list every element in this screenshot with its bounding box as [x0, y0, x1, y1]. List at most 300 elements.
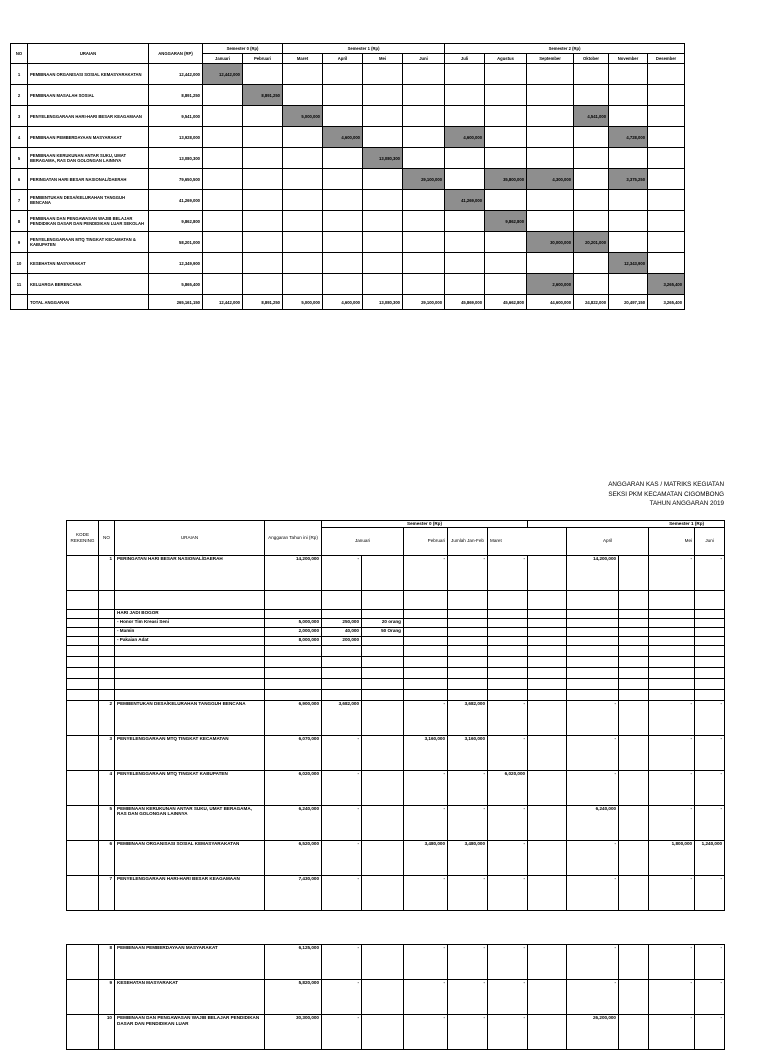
month-value: 4,600,000 — [445, 127, 485, 148]
total-month-value: 12,442,000 — [203, 295, 243, 310]
row-anggaran: 30,300,000 — [265, 1015, 322, 1050]
empty-cell — [362, 689, 404, 700]
empty-cell — [567, 627, 619, 636]
month-value — [403, 127, 445, 148]
month-value — [445, 106, 485, 127]
kode-rekening-cell — [67, 875, 99, 910]
pebruari-value: - — [404, 1015, 448, 1050]
pebruari-value: - — [404, 805, 448, 840]
row-uraian: PEMBENTUKAN DESA/KELURAHAN TANGGUH BENCANA — [115, 700, 265, 735]
januari-qty — [362, 700, 404, 735]
empty-cell — [362, 590, 404, 609]
mei-value: - — [649, 700, 695, 735]
januari-qty — [362, 636, 404, 645]
row-uraian: KESEHATAN MASYARAKAT — [28, 253, 149, 274]
empty-cell — [649, 590, 695, 609]
empty-cell — [695, 618, 725, 627]
empty-cell — [265, 656, 322, 667]
month-value — [283, 232, 323, 253]
row-uraian: KESEHATAN MASYARAKAT — [115, 980, 265, 1015]
januari-qty — [362, 1015, 404, 1050]
month-value — [203, 85, 243, 106]
empty-cell — [567, 645, 619, 656]
month-value — [648, 190, 685, 211]
pebruari-value: - — [404, 555, 448, 590]
month-value: 8,891,250 — [243, 85, 283, 106]
maret-value: - — [488, 735, 528, 770]
januari-value: - — [322, 1015, 362, 1050]
empty-cell — [448, 667, 488, 678]
empty-cell — [67, 590, 99, 609]
month-value — [609, 232, 648, 253]
januari-value: - — [322, 805, 362, 840]
row-number: 6 — [99, 840, 115, 875]
empty-cell — [115, 656, 265, 667]
empty-cell — [99, 656, 115, 667]
maret-qty — [528, 1015, 567, 1050]
april-qty — [619, 875, 649, 910]
month-value — [648, 232, 685, 253]
januari-value: - — [322, 770, 362, 805]
empty-cell — [265, 645, 322, 656]
blank-row — [67, 645, 725, 656]
month-value: 29,100,000 — [403, 169, 445, 190]
januari-qty: 50 Orang — [362, 627, 404, 636]
row-anggaran: 6,125,000 — [265, 945, 322, 980]
month-value — [243, 211, 283, 232]
month-value — [323, 253, 363, 274]
document-heading — [580, 480, 724, 509]
row-anggaran: 9,862,800 — [149, 211, 203, 232]
empty-cell — [488, 656, 528, 667]
empty-cell — [448, 609, 488, 618]
month-value — [648, 148, 685, 169]
april-value: - — [567, 980, 619, 1015]
row-anggaran: 5,865,400 — [149, 274, 203, 295]
empty-cell — [67, 667, 99, 678]
maret-value: - — [488, 805, 528, 840]
table-row — [67, 875, 725, 910]
sub-item-anggaran — [265, 609, 322, 618]
kode-rekening-cell — [67, 735, 99, 770]
empty-cell — [649, 678, 695, 689]
table-row — [67, 700, 725, 735]
empty-cell — [99, 678, 115, 689]
month-value — [323, 190, 363, 211]
pebruari-value: - — [404, 945, 448, 980]
month-value — [363, 253, 403, 274]
sub-item-row — [67, 636, 725, 645]
row-number: 7 — [99, 875, 115, 910]
april-value: - — [567, 700, 619, 735]
header-uraian: URAIAN — [115, 521, 265, 556]
header-month: Pebruari — [243, 54, 283, 64]
month-value — [648, 127, 685, 148]
mei-value: - — [649, 980, 695, 1015]
month-value — [323, 106, 363, 127]
total-month-value: 24,822,000 — [574, 295, 609, 310]
maret-value: - — [488, 980, 528, 1015]
kode-rekening-cell — [67, 980, 99, 1015]
total-month-value: 4,600,000 — [323, 295, 363, 310]
empty-cell — [404, 678, 448, 689]
month-value — [403, 106, 445, 127]
empty-cell — [115, 590, 265, 609]
header-semester-1: Semester 1 (Rp) — [528, 521, 725, 528]
januari-value: 3,682,000 — [322, 700, 362, 735]
januari-value: - — [322, 980, 362, 1015]
row-number — [99, 609, 115, 618]
empty-cell — [448, 645, 488, 656]
header-month: Desember — [648, 54, 685, 64]
januari-value — [322, 609, 362, 618]
header-maret: Maret — [488, 527, 567, 555]
month-value — [609, 211, 648, 232]
header-semester-0: Semester 0 (Rp) — [322, 521, 528, 528]
mei-value: - — [649, 945, 695, 980]
april-qty — [619, 945, 649, 980]
januari-qty — [362, 980, 404, 1015]
maret-value: - — [488, 700, 528, 735]
empty-cell — [528, 627, 567, 636]
month-value — [609, 64, 648, 85]
month-value — [574, 190, 609, 211]
empty-cell — [528, 645, 567, 656]
kode-rekening-cell — [67, 770, 99, 805]
empty-cell — [695, 678, 725, 689]
table-row — [11, 127, 685, 148]
row-anggaran: 13,080,300 — [149, 148, 203, 169]
empty-cell — [695, 609, 725, 618]
empty-cell — [99, 590, 115, 609]
januari-value: - — [322, 840, 362, 875]
month-value — [609, 106, 648, 127]
row-number: 3 — [11, 106, 28, 127]
empty-cell — [404, 636, 448, 645]
empty-cell — [649, 609, 695, 618]
april-qty — [619, 735, 649, 770]
row-uraian: PENYELENGGARAAN MTQ TINGKAT KECAMATAN — [115, 735, 265, 770]
juni-value: - — [695, 555, 725, 590]
month-value: 4,728,000 — [609, 127, 648, 148]
mei-value: - — [649, 555, 695, 590]
empty-cell — [619, 678, 649, 689]
empty-cell — [528, 656, 567, 667]
total-month-value: 20,497,150 — [609, 295, 648, 310]
month-value — [445, 253, 485, 274]
empty-cell — [528, 689, 567, 700]
maret-qty — [528, 735, 567, 770]
kode-rekening-cell — [67, 618, 99, 627]
empty-cell — [115, 678, 265, 689]
row-anggaran: 9,541,000 — [149, 106, 203, 127]
header-month: Agustus — [485, 54, 527, 64]
month-value — [283, 127, 323, 148]
month-value: 20,201,000 — [574, 232, 609, 253]
month-value — [363, 190, 403, 211]
row-number: 11 — [11, 274, 28, 295]
maret-value: - — [488, 1015, 528, 1050]
kode-rekening-cell — [67, 805, 99, 840]
row-number: 1 — [99, 555, 115, 590]
month-value — [485, 64, 527, 85]
april-value: 6,240,000 — [567, 805, 619, 840]
row-uraian: PEMBINAAN DAN PENGAWASAN WAJIB BELAJAR PENDIDIKAN DASAR DAN PENDIDIKAN LUAR SEKOLAH — [28, 211, 149, 232]
cash-budget-table — [66, 520, 725, 911]
table-row — [67, 555, 725, 590]
empty-cell — [448, 678, 488, 689]
table-row — [67, 770, 725, 805]
row-number: 2 — [99, 700, 115, 735]
row-number: 4 — [99, 770, 115, 805]
table-row — [11, 64, 685, 85]
month-value — [203, 232, 243, 253]
januari-value: - — [322, 555, 362, 590]
jumlah-value: - — [448, 805, 488, 840]
heading-line: SEKSI PKM KECAMATAN CIGOMBONG — [608, 490, 724, 498]
month-value — [243, 148, 283, 169]
empty-cell — [488, 667, 528, 678]
empty-cell — [404, 667, 448, 678]
april-value: - — [567, 770, 619, 805]
row-uraian: PEMBINAAN PEMBERDAYAAN MASYARAKAT — [115, 945, 265, 980]
maret-value: - — [488, 875, 528, 910]
empty-cell — [567, 689, 619, 700]
month-value: 4,300,000 — [527, 169, 574, 190]
april-qty — [619, 770, 649, 805]
month-value — [648, 169, 685, 190]
month-value: 41,269,000 — [445, 190, 485, 211]
month-value — [648, 85, 685, 106]
total-month-value: 45,662,800 — [485, 295, 527, 310]
empty-cell — [322, 645, 362, 656]
sub-item-row — [67, 627, 725, 636]
januari-value: 200,000 — [322, 636, 362, 645]
blank-row — [67, 667, 725, 678]
month-value — [363, 211, 403, 232]
month-value — [485, 127, 527, 148]
empty-cell — [649, 627, 695, 636]
header-no: NO — [11, 44, 28, 64]
header-anggaran: Anggaran Tahun ini (Rp) — [265, 521, 322, 556]
header-juni: Juni — [695, 527, 725, 555]
month-value — [648, 211, 685, 232]
mei-value: - — [649, 875, 695, 910]
empty-cell — [649, 645, 695, 656]
month-value — [323, 148, 363, 169]
row-anggaran: 41,269,000 — [149, 190, 203, 211]
empty-cell — [99, 689, 115, 700]
heading-line: TAHUN ANGGARAN 2019 — [649, 500, 724, 507]
month-value — [574, 85, 609, 106]
mei-value: 1,800,000 — [649, 840, 695, 875]
month-value — [283, 211, 323, 232]
month-value — [445, 232, 485, 253]
table-row — [11, 169, 685, 190]
maret-qty — [528, 945, 567, 980]
januari-qty — [362, 875, 404, 910]
header-no: NO — [99, 521, 115, 556]
month-value — [243, 274, 283, 295]
total-month-value: 5,000,000 — [283, 295, 323, 310]
empty-cell — [404, 656, 448, 667]
row-number: 5 — [99, 805, 115, 840]
januari-qty — [362, 770, 404, 805]
blank-row — [67, 689, 725, 700]
header-semester-1: Semester 1 (Rp) — [283, 44, 445, 54]
total-month-value: 45,869,000 — [445, 295, 485, 310]
empty-cell — [488, 636, 528, 645]
empty-cell — [404, 689, 448, 700]
juni-value: - — [695, 700, 725, 735]
empty-cell — [528, 636, 567, 645]
mei-value: - — [649, 735, 695, 770]
empty-cell — [649, 636, 695, 645]
month-value — [527, 85, 574, 106]
row-anggaran: 79,650,500 — [149, 169, 203, 190]
row-uraian: PEMBINAAN KERUKUNAN ANTAR SUKU, UMAT BERAGAMA, RAS DAN GOLONGAN LAINNYA — [28, 148, 149, 169]
empty-cell — [99, 667, 115, 678]
month-value — [243, 169, 283, 190]
juni-value: - — [695, 875, 725, 910]
total-label: TOTAL ANGGARAN — [28, 295, 149, 310]
row-uraian: PENYELENGGARAAN MTQ TINGKAT KABUPATEN — [115, 770, 265, 805]
empty-cell — [528, 678, 567, 689]
month-value — [203, 106, 243, 127]
row-anggaran: 5,820,000 — [265, 980, 322, 1015]
month-value — [445, 211, 485, 232]
total-month-value: 3,265,400 — [648, 295, 685, 310]
month-value — [403, 148, 445, 169]
empty-cell — [695, 636, 725, 645]
empty-cell — [619, 590, 649, 609]
sub-item-anggaran: 2,000,000 — [265, 627, 322, 636]
month-value — [445, 85, 485, 106]
maret-value: - — [488, 840, 528, 875]
month-value — [648, 253, 685, 274]
empty-cell — [619, 636, 649, 645]
header-anggaran: ANGGARAN (RP) — [149, 44, 203, 64]
table-row — [11, 190, 685, 211]
empty-cell — [115, 645, 265, 656]
month-value — [363, 64, 403, 85]
april-value: 14,200,000 — [567, 555, 619, 590]
table-row — [11, 85, 685, 106]
month-value — [574, 169, 609, 190]
table-row — [67, 735, 725, 770]
month-value — [283, 253, 323, 274]
jumlah-value: - — [448, 1015, 488, 1050]
month-value — [445, 64, 485, 85]
row-anggaran: 6,020,000 — [265, 770, 322, 805]
row-anggaran: 58,201,000 — [149, 232, 203, 253]
row-number: 9 — [99, 980, 115, 1015]
jumlah-value: - — [448, 945, 488, 980]
sub-item-anggaran: 5,000,000 — [265, 618, 322, 627]
month-value — [203, 169, 243, 190]
month-value — [648, 64, 685, 85]
juni-value: - — [695, 1015, 725, 1050]
empty-cell — [362, 656, 404, 667]
empty-cell — [528, 590, 567, 609]
month-value — [283, 169, 323, 190]
total-row — [11, 295, 685, 310]
row-uraian: PENYELENGGARAAN HARI-HARI BESAR KEAGAMAAN — [28, 106, 149, 127]
juni-value: 1,240,000 — [695, 840, 725, 875]
empty-cell — [67, 678, 99, 689]
empty-cell — [488, 590, 528, 609]
mei-value: - — [649, 805, 695, 840]
jumlah-value: - — [448, 875, 488, 910]
month-value — [403, 274, 445, 295]
empty-cell — [649, 689, 695, 700]
month-value — [203, 190, 243, 211]
month-value — [445, 274, 485, 295]
empty-cell — [322, 590, 362, 609]
row-uraian: KELUARGA BERENCANA — [28, 274, 149, 295]
row-uraian: PERINGATAN HARI BESAR NASIONAL/DAERAH — [115, 555, 265, 590]
jumlah-value: - — [448, 555, 488, 590]
juni-value: - — [695, 735, 725, 770]
month-value — [527, 190, 574, 211]
empty-cell — [695, 645, 725, 656]
month-value: 13,080,300 — [363, 148, 403, 169]
month-value — [527, 106, 574, 127]
month-value — [323, 64, 363, 85]
header-month: Januari — [203, 54, 243, 64]
month-value — [203, 211, 243, 232]
maret-value: - — [488, 945, 528, 980]
empty-cell — [488, 645, 528, 656]
empty-cell — [362, 645, 404, 656]
empty-cell — [488, 609, 528, 618]
empty-cell — [695, 627, 725, 636]
table-row — [67, 805, 725, 840]
pebruari-value: - — [404, 980, 448, 1015]
januari-value: 40,000 — [322, 627, 362, 636]
pebruari-value: - — [404, 875, 448, 910]
row-uraian: PEMBINAAN KERUKUNAN ANTAR SUKU, UMAT BERAGAMA, RAS DAN GOLONGAN LAINNYA — [115, 805, 265, 840]
januari-value: - — [322, 945, 362, 980]
pebruari-value: - — [404, 770, 448, 805]
cash-budget-table-continued — [66, 944, 725, 1050]
blank-row — [67, 678, 725, 689]
empty-cell — [67, 689, 99, 700]
empty-cell — [448, 656, 488, 667]
row-uraian: PEMBINAAN MASALAH SOSIAL — [28, 85, 149, 106]
januari-qty — [362, 735, 404, 770]
heading-line: ANGGARAN KAS / MATRIKS KEGIATAN — [608, 481, 724, 488]
empty-cell — [322, 689, 362, 700]
month-value — [323, 85, 363, 106]
row-anggaran: 13,928,000 — [149, 127, 203, 148]
month-value — [485, 232, 527, 253]
month-value — [283, 274, 323, 295]
empty-cell — [695, 656, 725, 667]
month-value — [609, 274, 648, 295]
header-month: September — [527, 54, 574, 64]
row-uraian: PEMBINAAN PEMBERDAYAAN MASYARAKAT — [28, 127, 149, 148]
month-value: 4,541,000 — [574, 106, 609, 127]
month-value — [283, 148, 323, 169]
month-value: 35,800,000 — [485, 169, 527, 190]
maret-qty — [528, 805, 567, 840]
row-uraian: PEMBINAAN DAN PENGAWASAN WAJIB BELAJAR PENDIDIKAN DASAR DAN PENDIDIKAN LUAR — [115, 1015, 265, 1050]
month-value — [243, 106, 283, 127]
kode-rekening-cell — [67, 636, 99, 645]
row-uraian: PERINGATAN HARI BESAR NASIONAL/DAERAH — [28, 169, 149, 190]
april-qty — [619, 1015, 649, 1050]
